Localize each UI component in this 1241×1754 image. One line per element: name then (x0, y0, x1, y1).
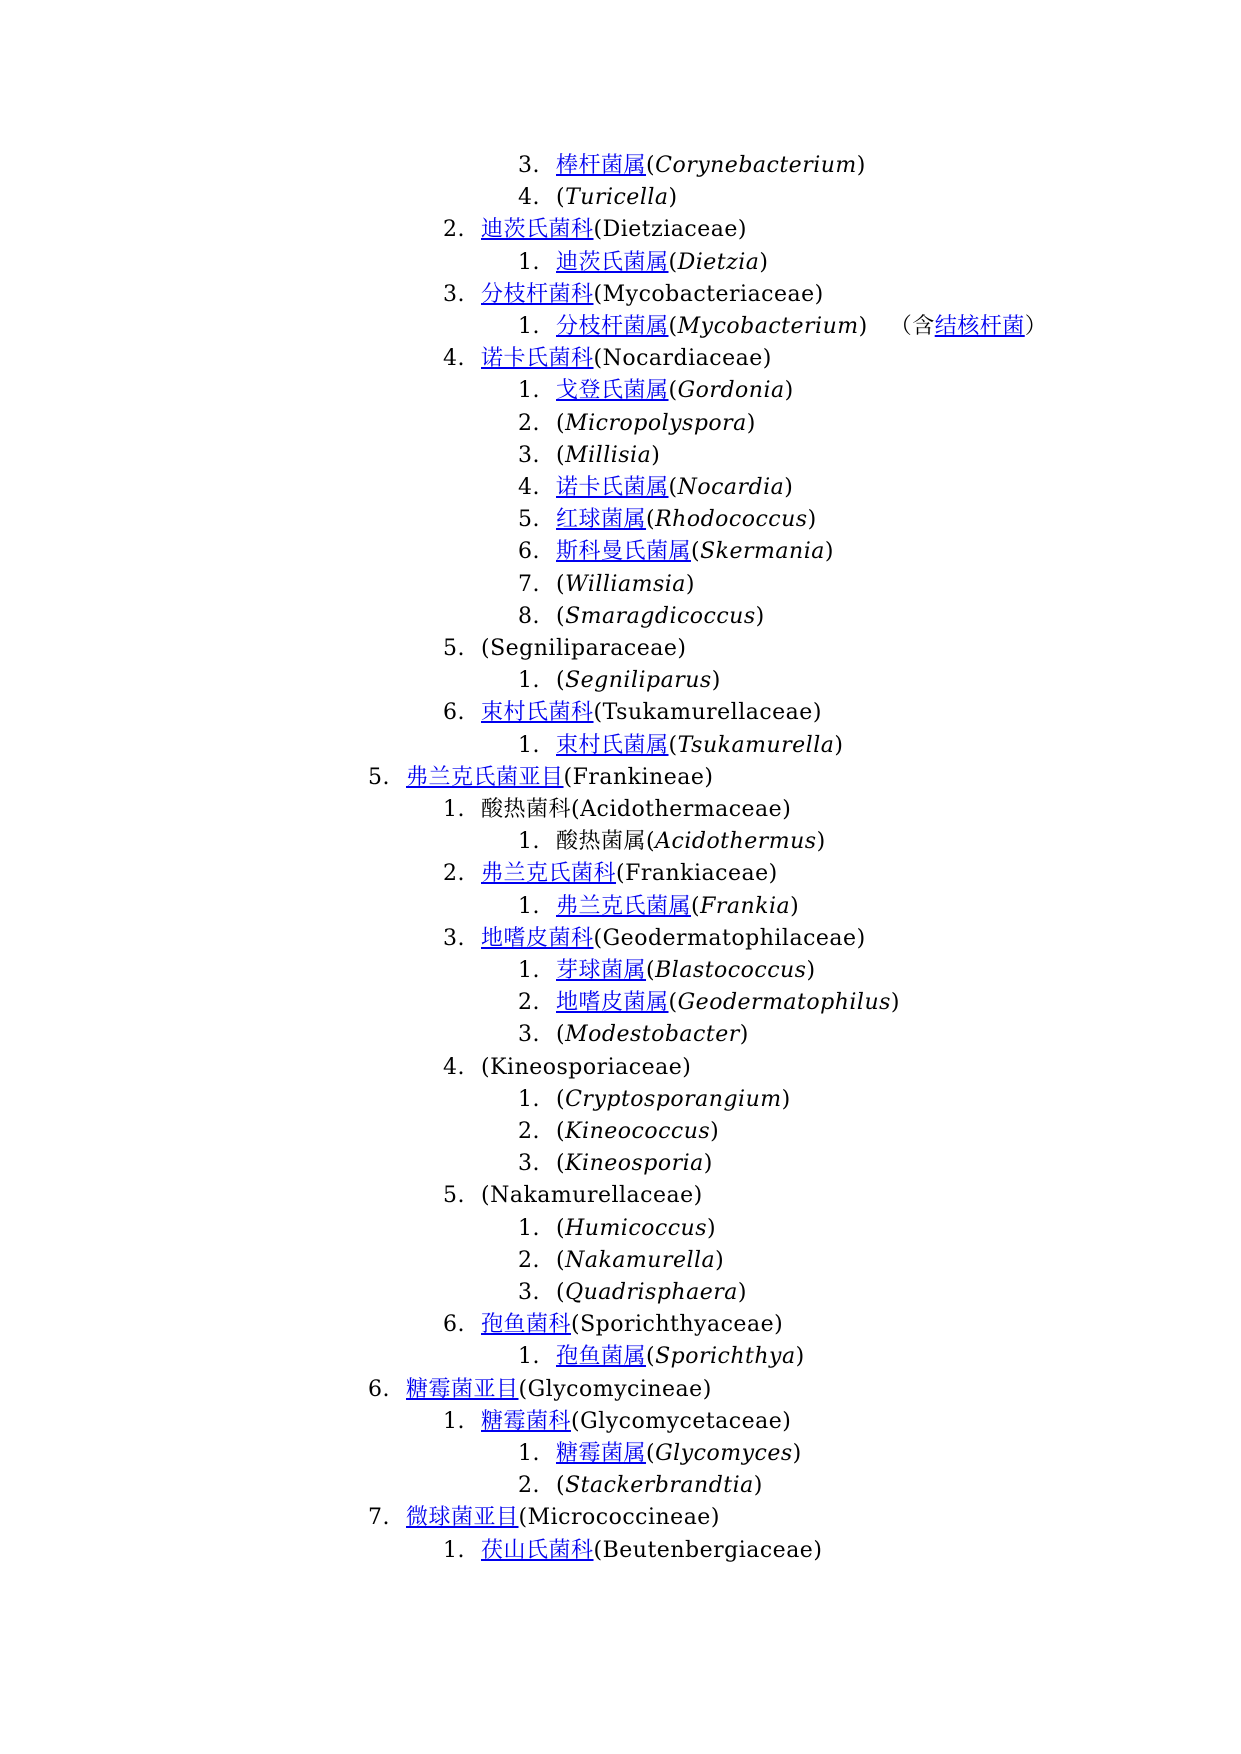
paren-close: ) (807, 507, 817, 532)
taxon-chinese-link[interactable]: 芽球菌属 (556, 958, 647, 983)
outline-row (368, 1502, 720, 1534)
taxon-latin-name: Glycomycineae (527, 1377, 703, 1402)
paren-close: ) (693, 1183, 703, 1208)
row-number: 2. (518, 1248, 540, 1273)
taxon-chinese-link[interactable]: 迪茨氏菌属 (556, 250, 669, 275)
taxon-latin-name: Segniliparaceae (490, 636, 678, 661)
paren-open: ( (518, 1377, 528, 1402)
row-number: 1. (443, 1409, 465, 1434)
row-number: 5. (443, 636, 465, 661)
paren-close: ) (784, 475, 794, 500)
paren-close: ) (715, 1248, 725, 1273)
taxon-latin-name: Tsukamurellaceae (602, 700, 813, 725)
paren-close: ) (856, 926, 866, 951)
paren-close: ) (753, 1473, 763, 1498)
outline-row (518, 440, 660, 472)
outline-row (368, 762, 713, 794)
taxon-latin-name: Gordonia (677, 378, 785, 403)
row-number: 3. (518, 1022, 540, 1047)
taxon-latin-name: Beutenbergiaceae (602, 1538, 814, 1563)
outline-row (518, 311, 1047, 343)
outline-row (518, 472, 793, 504)
paren-open: ( (646, 1441, 656, 1466)
taxon-latin-name: Corynebacterium (655, 153, 857, 178)
taxon-latin-name: Skermania (700, 539, 825, 564)
paren-close: ) (746, 411, 756, 436)
row-number: 1. (518, 668, 540, 693)
paren-open: ( (556, 1087, 566, 1112)
row-number: 7. (518, 572, 540, 597)
row-number: 1. (518, 958, 540, 983)
taxon-latin-name: Mycobacteriaceae (602, 282, 815, 307)
paren-open: ( (556, 572, 566, 597)
outline-row (443, 343, 772, 375)
taxon-chinese-link[interactable]: 戈登氏菌属 (556, 378, 669, 403)
paren-open: ( (646, 507, 656, 532)
outline-row (518, 1213, 716, 1245)
taxon-chinese-link[interactable]: 地嗜皮菌属 (556, 990, 669, 1015)
taxon-chinese-link[interactable]: 弗兰克氏菌属 (556, 894, 692, 919)
paren-open: ( (646, 1344, 656, 1369)
row-number: 3. (443, 926, 465, 951)
paren-close: ) (856, 153, 866, 178)
paren-close: ) (768, 861, 778, 886)
taxon-latin-name: Smaragdicoccus (565, 604, 756, 629)
taxon-chinese-link[interactable]: 地嗜皮菌科 (481, 926, 594, 951)
paren-close: ) (834, 733, 844, 758)
row-number: 4. (443, 1055, 465, 1080)
outline-row (518, 408, 756, 440)
paren-close: ) (784, 378, 794, 403)
outline-row (518, 569, 695, 601)
paren-open: ( (571, 797, 581, 822)
row-number: 6. (443, 1312, 465, 1337)
paren-open: ( (668, 378, 678, 403)
outline-row (443, 1535, 822, 1567)
paren-close: ) (782, 1409, 792, 1434)
taxon-chinese-link[interactable]: 迪茨氏菌科 (481, 217, 594, 242)
taxon-latin-name: Cryptosporangium (565, 1087, 782, 1112)
row-number: 1. (518, 1344, 540, 1369)
outline-row (518, 375, 794, 407)
paren-close: ) (703, 1151, 713, 1176)
taxon-chinese-link[interactable]: 微球菌亚目 (406, 1505, 519, 1530)
taxon-chinese-link[interactable]: 分枝杆菌科 (481, 282, 594, 307)
taxon-chinese-link[interactable]: 弗兰克氏菌亚目 (406, 765, 564, 790)
paren-open: ( (668, 250, 678, 275)
paren-open: ( (668, 733, 678, 758)
paren-close: ) (762, 346, 772, 371)
paren-close: ) (812, 700, 822, 725)
paren-open: ( (668, 990, 678, 1015)
outline-row (443, 923, 866, 955)
paren-close: ) (813, 1538, 823, 1563)
row-number: 1. (518, 1441, 540, 1466)
taxon-chinese-link[interactable]: 糖霉菌科 (481, 1409, 572, 1434)
row-number: 1. (518, 314, 540, 339)
row-number: 4. (443, 346, 465, 371)
note-suffix: ） (1024, 314, 1048, 339)
row-number: 1. (518, 250, 540, 275)
taxon-latin-name: Nakamurella (565, 1248, 716, 1273)
paren-open: ( (556, 668, 566, 693)
outline-row (443, 794, 791, 826)
row-number: 2. (518, 411, 540, 436)
taxon-chinese-link[interactable]: 糖霉菌属 (556, 1441, 647, 1466)
paren-open: ( (481, 636, 491, 661)
paren-open: ( (593, 700, 603, 725)
row-number: 1. (518, 1216, 540, 1241)
paren-close: ) (890, 990, 901, 1015)
row-number: 6. (518, 539, 540, 564)
taxon-latin-name: Humicoccus (565, 1216, 708, 1241)
paren-open: ( (593, 282, 603, 307)
paren-open: ( (556, 1151, 566, 1176)
paren-open: ( (646, 829, 656, 854)
row-number: 5. (368, 765, 390, 790)
outline-row (518, 955, 816, 987)
paren-open: ( (556, 1119, 566, 1144)
paren-open: ( (556, 1216, 566, 1241)
paren-close: ) (824, 539, 834, 564)
outline-row (443, 214, 747, 246)
row-number: 1. (518, 829, 540, 854)
row-number: 3. (443, 282, 465, 307)
outline-row (443, 1180, 703, 1212)
row-number: 7. (368, 1505, 390, 1530)
outline-row (443, 858, 778, 890)
taxon-chinese-link[interactable]: 孢鱼菌属 (556, 1344, 647, 1369)
outline-row (518, 665, 721, 697)
outline-row (518, 1341, 805, 1373)
paren-open: ( (556, 185, 566, 210)
paren-close: ) (816, 829, 826, 854)
row-number: 2. (443, 217, 465, 242)
row-number: 1. (518, 378, 540, 403)
outline-row (443, 633, 686, 665)
row-number: 2. (443, 861, 465, 886)
paren-open: ( (556, 411, 566, 436)
outline-row (518, 826, 826, 858)
taxon-latin-name: Glycomyces (655, 1441, 793, 1466)
taxon-latin-name: Stackerbrandtia (565, 1473, 754, 1498)
note-link[interactable]: 结核杆菌 (934, 314, 1025, 339)
taxon-latin-name: Geodermatophilus (677, 990, 891, 1015)
paren-open: ( (556, 604, 566, 629)
taxon-latin-name: Modestobacter (565, 1022, 740, 1047)
paren-close: ) (739, 1022, 749, 1047)
taxon-latin-name: Williamsia (565, 572, 686, 597)
taxon-latin-name: Dietzia (677, 250, 760, 275)
row-number: 6. (368, 1377, 390, 1402)
taxon-chinese-link[interactable]: 棒杆菌属 (556, 153, 647, 178)
taxon-latin-name: Quadrisphaera (565, 1280, 738, 1305)
paren-open: ( (481, 1055, 491, 1080)
taxon-latin-name: Kineosporia (565, 1151, 704, 1176)
row-number: 5. (443, 1183, 465, 1208)
paren-close: ) (710, 1505, 720, 1530)
paren-open: ( (556, 1473, 566, 1498)
taxon-chinese-link[interactable]: 诺卡氏菌科 (481, 346, 594, 371)
paren-close: ) (781, 1087, 791, 1112)
paren-close: ) (755, 604, 765, 629)
paren-close: ) (651, 443, 661, 468)
outline-row (518, 1277, 747, 1309)
note-prefix: （含 (889, 314, 935, 339)
paren-open: ( (556, 1022, 566, 1047)
row-number: 1. (518, 894, 540, 919)
paren-close: ) (710, 1119, 720, 1144)
outline-row (443, 1052, 691, 1084)
paren-close: ) (707, 1216, 717, 1241)
paren-open: ( (571, 1312, 581, 1337)
taxon-chinese-name: 酸热菌属 (556, 829, 647, 854)
row-number: 2. (518, 1473, 540, 1498)
outline-row (443, 279, 824, 311)
paren-close: ) (759, 250, 769, 275)
taxon-chinese-link[interactable]: 红球菌属 (556, 507, 647, 532)
outline-row (518, 601, 765, 633)
paren-close: ) (702, 1377, 712, 1402)
paren-open: ( (668, 314, 678, 339)
row-number: 2. (518, 1119, 540, 1144)
taxon-chinese-link[interactable]: 孢鱼菌科 (481, 1312, 572, 1337)
taxon-chinese-link[interactable]: 诺卡氏菌属 (556, 475, 669, 500)
row-number: 1. (443, 1538, 465, 1563)
taxon-chinese-link[interactable]: 束村氏菌科 (481, 700, 594, 725)
taxon-chinese-link[interactable]: 茯山氏菌科 (481, 1538, 594, 1563)
paren-open: ( (593, 346, 603, 371)
taxon-chinese-link[interactable]: 弗兰克氏菌科 (481, 861, 617, 886)
row-number: 4. (518, 475, 540, 500)
paren-open: ( (518, 1505, 528, 1530)
outline-row (518, 247, 768, 279)
paren-open: ( (563, 765, 573, 790)
outline-row (518, 182, 678, 214)
outline-row (368, 1374, 712, 1406)
paren-open: ( (556, 1280, 566, 1305)
taxon-latin-name: Nakamurellaceae (490, 1183, 694, 1208)
outline-row (518, 1438, 802, 1470)
row-number: 1. (518, 1087, 540, 1112)
paren-close: ) (682, 1055, 692, 1080)
taxon-latin-name: Dietziaceae (602, 217, 738, 242)
taxon-latin-name: Mycobacterium (677, 314, 859, 339)
paren-open: ( (691, 894, 701, 919)
taxon-latin-name: Sporichthya (655, 1344, 796, 1369)
taxon-latin-name: Sporichthyaceae (580, 1312, 775, 1337)
row-number: 8. (518, 604, 540, 629)
outline-row (518, 536, 834, 568)
paren-close: ) (711, 668, 721, 693)
taxon-latin-name: Nocardiaceae (602, 346, 763, 371)
paren-close: ) (790, 894, 800, 919)
taxon-latin-name: Turicella (565, 185, 669, 210)
taxon-latin-name: Frankiaceae (625, 861, 769, 886)
paren-open: ( (571, 1409, 581, 1434)
taxon-latin-name: Rhodococcus (655, 507, 808, 532)
paren-close: ) (677, 636, 687, 661)
taxon-latin-name: Geodermatophilaceae (602, 926, 857, 951)
paren-open: ( (593, 1538, 603, 1563)
taxon-latin-name: Millisia (565, 443, 652, 468)
outline-row (443, 1309, 783, 1341)
taxon-latin-name: Acidothermus (655, 829, 817, 854)
outline-row (518, 987, 900, 1019)
taxon-latin-name: Frankineae (572, 765, 705, 790)
taxon-latin-name: Tsukamurella (677, 733, 835, 758)
outline-row (518, 1084, 791, 1116)
taxon-chinese-link[interactable]: 分枝杆菌属 (556, 314, 669, 339)
paren-open: ( (593, 217, 603, 242)
paren-close: ) (704, 765, 714, 790)
taxon-latin-name: Segniliparus (565, 668, 712, 693)
outline-row (518, 1245, 724, 1277)
paren-close: ) (792, 1441, 802, 1466)
outline-row (518, 1148, 713, 1180)
paren-close: ) (685, 572, 695, 597)
paren-open: ( (646, 153, 656, 178)
outline-row (518, 1116, 719, 1148)
taxon-latin-name: Nocardia (677, 475, 785, 500)
taxon-latin-name: Glycomycetaceae (580, 1409, 783, 1434)
taxon-latin-name: Micropolyspora (565, 411, 747, 436)
taxon-chinese-link[interactable]: 束村氏菌属 (556, 733, 669, 758)
row-number: 1. (518, 733, 540, 758)
paren-close: ) (858, 314, 868, 339)
outline-row (518, 730, 843, 762)
paren-close: ) (795, 1344, 805, 1369)
paren-close: ) (814, 282, 824, 307)
taxon-chinese-link[interactable]: 糖霉菌亚目 (406, 1377, 519, 1402)
taxon-latin-name: Kineococcus (565, 1119, 711, 1144)
paren-close: ) (737, 217, 747, 242)
row-number: 3. (518, 1280, 540, 1305)
paren-open: ( (616, 861, 626, 886)
outline-row (443, 1406, 791, 1438)
row-number: 3. (518, 153, 540, 178)
paren-open: ( (691, 539, 701, 564)
paren-close: ) (737, 1280, 747, 1305)
outline-row (443, 697, 822, 729)
row-number: 6. (443, 700, 465, 725)
paren-open: ( (481, 1183, 491, 1208)
row-number: 4. (518, 185, 540, 210)
paren-close: ) (668, 185, 678, 210)
row-number: 3. (518, 443, 540, 468)
taxon-latin-name: Acidothermaceae (580, 797, 783, 822)
outline-row (518, 504, 817, 536)
outline-row (518, 1019, 749, 1051)
paren-close: ) (782, 797, 792, 822)
outline-row (518, 150, 866, 182)
paren-open: ( (668, 475, 678, 500)
row-number: 2. (518, 990, 540, 1015)
outline-row (518, 891, 799, 923)
row-number: 5. (518, 507, 540, 532)
row-number: 3. (518, 1151, 540, 1176)
taxon-chinese-link[interactable]: 斯科曼氏菌属 (556, 539, 692, 564)
paren-close: ) (806, 958, 816, 983)
taxon-latin-name: Micrococcineae (527, 1505, 711, 1530)
taxon-latin-name: Kineosporiaceae (490, 1055, 683, 1080)
taxon-latin-name: Frankia (700, 894, 791, 919)
paren-open: ( (593, 926, 603, 951)
taxon-chinese-name: 酸热菌科 (481, 797, 572, 822)
outline-row (518, 1470, 763, 1502)
taxon-latin-name: Blastococcus (655, 958, 807, 983)
paren-close: ) (774, 1312, 784, 1337)
paren-open: ( (646, 958, 656, 983)
paren-open: ( (556, 1248, 566, 1273)
row-number: 1. (443, 797, 465, 822)
paren-open: ( (556, 443, 566, 468)
